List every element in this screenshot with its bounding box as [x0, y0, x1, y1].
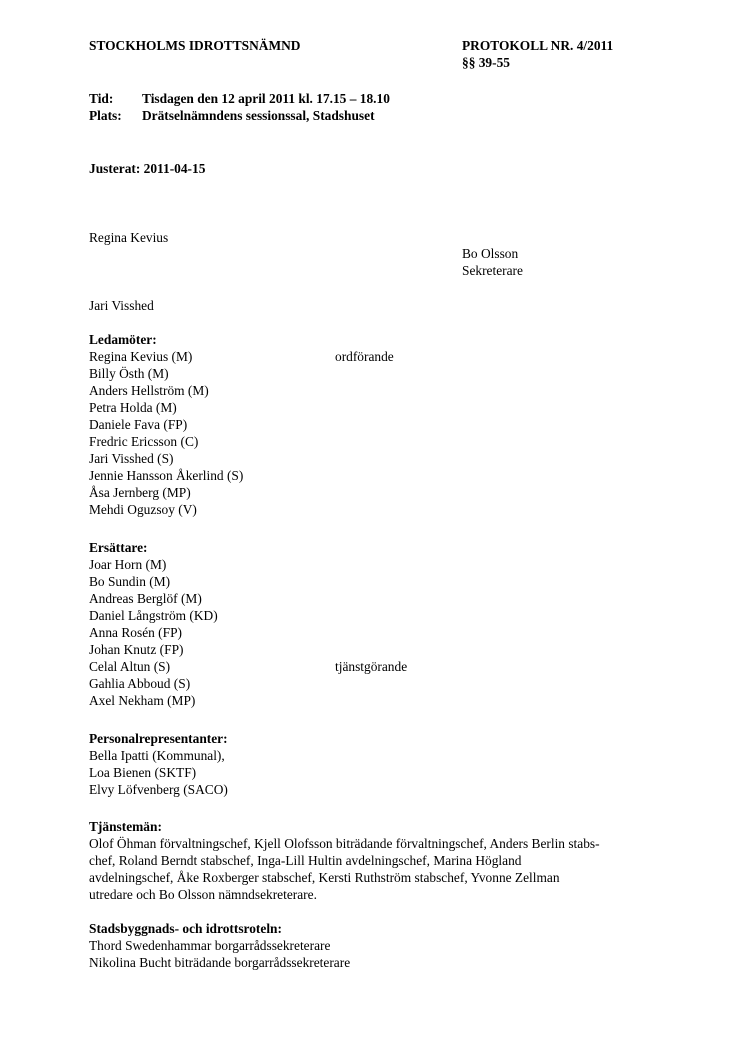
person-name: Regina Kevius (M)	[89, 349, 193, 364]
person-name: Billy Östh (M)	[89, 366, 169, 381]
list-item	[89, 501, 509, 518]
department-heading: Stadsbyggnads- och idrottsroteln:	[89, 921, 282, 936]
person-name: Joar Horn (M)	[89, 557, 167, 572]
place-value: Drätselnämndens sessionssal, Stadshuset	[142, 108, 375, 123]
list-item	[89, 692, 509, 709]
list-item	[89, 573, 509, 590]
signer-name: Jari Visshed	[89, 298, 154, 313]
substitutes-section	[89, 539, 509, 709]
person-name: Andreas Berglöf (M)	[89, 591, 202, 606]
officials-section	[89, 818, 600, 903]
person-name: Daniele Fava (FP)	[89, 417, 188, 432]
person-name: Gahlia Abboud (S)	[89, 676, 191, 691]
place-label: Plats:	[89, 108, 122, 123]
list-item: Nikolina Bucht biträdande borgarrådssekreterare	[89, 955, 351, 970]
list-item	[89, 658, 509, 675]
list-item	[89, 607, 509, 624]
members-list	[89, 348, 509, 518]
list-item: Elvy Löfvenberg (SACO)	[89, 782, 228, 797]
person-name: Johan Knutz (FP)	[89, 642, 184, 657]
time-value: Tisdagen den 12 april 2011 kl. 17.15 – 18.10	[142, 91, 390, 106]
list-item	[89, 382, 509, 399]
members-heading: Ledamöter:	[89, 332, 157, 347]
officials-text-line: utredare och Bo Olsson nämndsekreterare.	[89, 887, 317, 902]
list-item	[89, 348, 509, 365]
list-item	[89, 467, 509, 484]
person-name: Åsa Jernberg (MP)	[89, 485, 191, 500]
person-name: Anders Hellström (M)	[89, 383, 209, 398]
protocol-number: PROTOKOLL NR. 4/2011	[462, 38, 614, 53]
list-item	[89, 416, 509, 433]
person-name: Mehdi Oguzsoy (V)	[89, 502, 197, 517]
person-name: Jennie Hansson Åkerlind (S)	[89, 468, 244, 483]
list-item	[89, 484, 509, 501]
list-item	[89, 556, 509, 573]
person-role: tjänstgörande	[335, 659, 408, 674]
secretary-title: Sekreterare	[462, 263, 523, 278]
members-section	[89, 331, 509, 518]
list-item	[89, 399, 509, 416]
list-item	[89, 590, 509, 607]
person-name: Celal Altun (S)	[89, 659, 171, 674]
paragraph-range: §§ 39-55	[462, 55, 510, 70]
list-item: Loa Bienen (SKTF)	[89, 765, 197, 780]
list-item	[89, 641, 509, 658]
person-name: Axel Nekham (MP)	[89, 693, 196, 708]
list-item: Bella Ipatti (Kommunal),	[89, 748, 225, 763]
substitutes-heading: Ersättare:	[89, 540, 148, 555]
list-item	[89, 675, 509, 692]
person-name: Daniel Långström (KD)	[89, 608, 218, 623]
adjusted-date: Justerat: 2011-04-15	[89, 161, 206, 176]
officials-text-line: avdelningschef, Åke Roxberger stabschef, Kersti Ruthström stabschef, Yvonne Zellman	[89, 870, 560, 885]
department-section	[89, 920, 350, 971]
substitutes-list	[89, 556, 509, 709]
signer-name: Regina Kevius	[89, 230, 169, 245]
list-item	[89, 433, 509, 450]
list-item	[89, 450, 509, 467]
person-name: Bo Sundin (M)	[89, 574, 171, 589]
person-name: Fredric Ericsson (C)	[89, 434, 199, 449]
time-label: Tid:	[89, 91, 114, 106]
person-name: Anna Rosén (FP)	[89, 625, 182, 640]
officials-text-line: Olof Öhman förvaltningschef, Kjell Olofsson biträdande förvaltningschef, Anders Berlin stabs-	[89, 836, 600, 851]
organization-name: STOCKHOLMS IDROTTSNÄMND	[89, 38, 301, 53]
officials-heading: Tjänstemän:	[89, 819, 162, 834]
list-item	[89, 365, 509, 382]
officials-text-line: chef, Roland Berndt stabschef, Inga-Lill Hultin avdelningschef, Marina Högland	[89, 853, 522, 868]
secretary-name: Bo Olsson	[462, 246, 519, 261]
staff-reps-heading: Personalrepresentanter:	[89, 731, 228, 746]
list-item	[89, 624, 509, 641]
person-name: Petra Holda (M)	[89, 400, 177, 415]
person-role: ordförande	[335, 349, 394, 364]
person-name: Jari Visshed (S)	[89, 451, 174, 466]
list-item: Thord Swedenhammar borgarrådssekreterare	[89, 938, 331, 953]
staff-reps-section	[89, 730, 228, 798]
